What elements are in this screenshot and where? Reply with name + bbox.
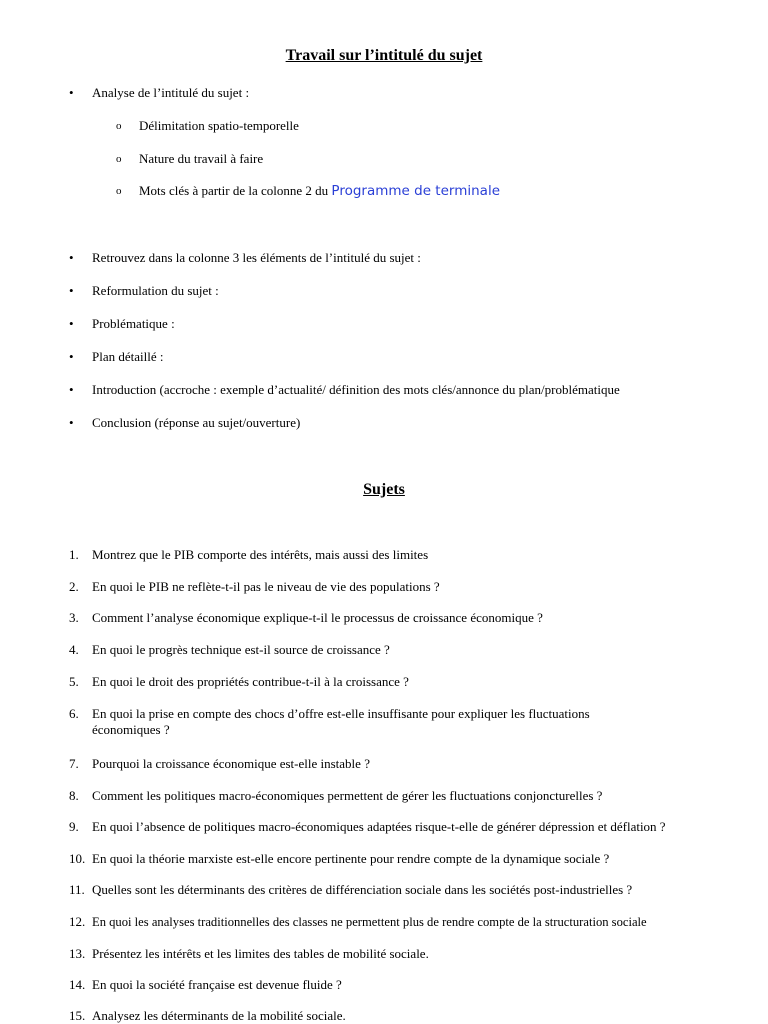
subject-text: En quoi l’absence de politiques macro-économiques adaptées risque-t-elle de générer dépression et déflation ?	[92, 819, 666, 834]
bullet-icon: •	[69, 382, 74, 397]
subject-item	[69, 756, 729, 772]
subject-item	[69, 547, 729, 563]
section-title-sujets: Sujets	[363, 481, 405, 498]
subject-item	[69, 914, 759, 930]
circle-bullet-icon: o	[116, 120, 122, 132]
subject-text: En quoi le droit des propriétés contribue-t-il à la croissance ?	[92, 674, 409, 689]
subject-text: En quoi la théorie marxiste est-elle encore pertinente pour rendre compte de la dynamique sociale ?	[92, 851, 610, 866]
subject-text: Comment les politiques macro-économiques permettent de gérer les fluctuations conjoncturelles ?	[92, 788, 603, 803]
subject-number: 4.	[69, 642, 79, 657]
subject-item	[69, 819, 729, 835]
subject-text: Montrez que le PIB comporte des intérêts, mais aussi des limites	[92, 547, 429, 562]
subject-text: Quelles sont les déterminants des critères de différenciation sociale dans les sociétés post-industrielles ?	[92, 882, 633, 897]
bullet-icon: •	[69, 85, 74, 100]
programme-link[interactable]: Programme de terminale	[331, 183, 500, 199]
subject-number: 10.	[69, 851, 86, 866]
subject-number: 14.	[69, 977, 86, 992]
sub-item-text: Délimitation spatio-temporelle	[139, 118, 299, 133]
subject-number: 1.	[69, 547, 79, 562]
subject-item	[69, 706, 644, 738]
subject-item	[69, 642, 729, 658]
bullet-icon: •	[69, 283, 74, 298]
sub-item-text: Nature du travail à faire	[139, 151, 264, 166]
bullet-icon: •	[69, 349, 74, 364]
bullet-text: Plan détaillé :	[92, 349, 164, 364]
subject-number: 9.	[69, 819, 79, 834]
subject-item	[69, 610, 729, 626]
subject-text: En quoi les analyses traditionnelles des classes ne permettent plus de rendre compte de la structuration sociale	[92, 915, 647, 929]
subject-text: Comment l’analyse économique explique-t-il le processus de croissance économique ?	[92, 610, 543, 625]
sub-item-text	[139, 183, 500, 199]
subject-item	[69, 882, 729, 898]
subject-number: 8.	[69, 788, 79, 803]
subject-text: Pourquoi la croissance économique est-elle instable ?	[92, 756, 370, 771]
bullet-icon: •	[69, 316, 74, 331]
subject-text: En quoi le PIB ne reflète-t-il pas le niveau de vie des populations ?	[92, 579, 440, 594]
sub-item-text-prefix: Mots clés à partir de la colonne 2 du	[139, 183, 332, 198]
subject-item	[69, 1008, 729, 1024]
subject-text: En quoi le progrès technique est-il source de croissance ?	[92, 642, 390, 657]
subject-number: 3.	[69, 610, 79, 625]
bullet-text: Problématique :	[92, 316, 175, 331]
subject-number: 11.	[69, 882, 85, 897]
circle-bullet-icon: o	[116, 153, 122, 165]
bullet-text: Conclusion (réponse au sujet/ouverture)	[92, 415, 301, 430]
subject-number: 13.	[69, 946, 86, 961]
circle-bullet-icon: o	[116, 185, 122, 197]
bullet-icon: •	[69, 250, 74, 265]
subject-text: Présentez les intérêts et les limites des tables de mobilité sociale.	[92, 946, 429, 961]
subject-number: 12.	[69, 914, 86, 929]
bullet-text: Reformulation du sujet :	[92, 283, 219, 298]
subject-number: 7.	[69, 756, 79, 771]
bullet-text: Retrouvez dans la colonne 3 les éléments de l’intitulé du sujet :	[92, 250, 421, 265]
subject-text: Analysez les déterminants de la mobilité sociale.	[92, 1008, 346, 1023]
subject-item	[69, 674, 729, 690]
subject-item	[69, 977, 729, 993]
subject-item	[69, 579, 729, 595]
subject-item	[69, 851, 729, 867]
subject-number: 2.	[69, 579, 79, 594]
subject-number: 5.	[69, 674, 79, 689]
subject-text: En quoi la société française est devenue fluide ?	[92, 977, 342, 992]
subject-number: 15.	[69, 1008, 86, 1023]
bullet-text: Analyse de l’intitulé du sujet :	[92, 85, 250, 100]
subject-text: En quoi la prise en compte des chocs d’offre est-elle insuffisante pour expliquer les fluctuations économiques ?	[92, 706, 590, 737]
bullet-text: Introduction (accroche : exemple d’actualité/ définition des mots clés/annonce du plan/problématique	[92, 382, 620, 397]
bullet-icon: •	[69, 415, 74, 430]
page-title: Travail sur l’intitulé du sujet	[285, 47, 483, 64]
subject-item	[69, 788, 729, 804]
subject-number: 6.	[69, 706, 79, 721]
subject-item	[69, 946, 729, 962]
